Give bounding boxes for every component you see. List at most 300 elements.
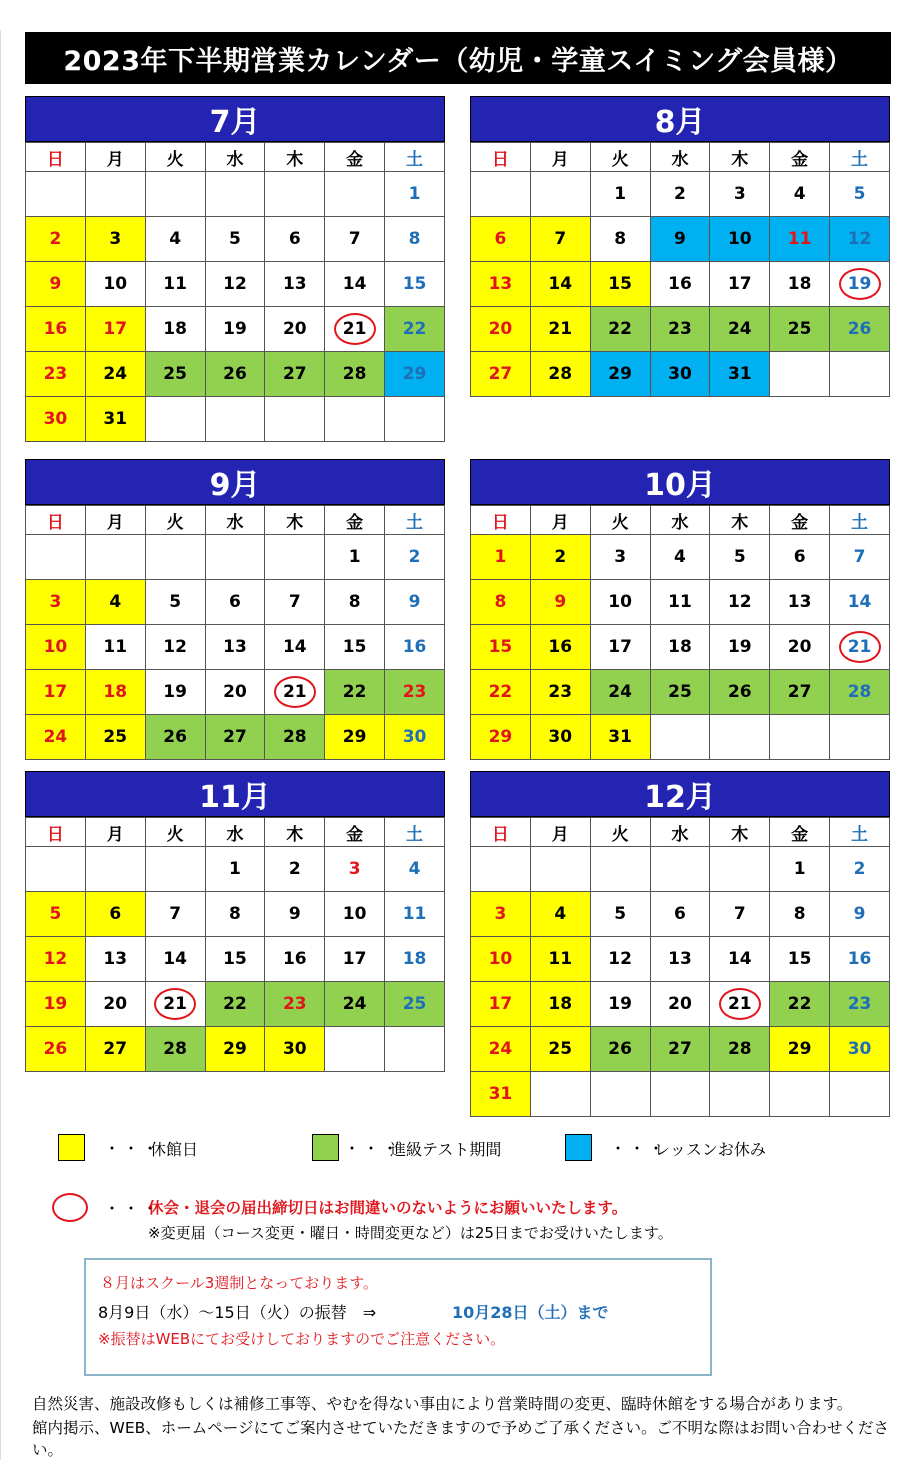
day-number: 28 (548, 364, 573, 384)
day-cell (26, 982, 86, 1027)
day-number: 12 (223, 274, 247, 294)
weekday-header: 日 (26, 818, 86, 847)
month-title: 8月 (470, 96, 890, 142)
day-number: 24 (342, 994, 367, 1014)
day-number: 31 (727, 364, 752, 384)
month-title: 9月 (25, 459, 445, 505)
weekday-header: 水 (205, 143, 265, 172)
day-number: 22 (488, 682, 513, 702)
day-cell (385, 307, 445, 352)
day-cell (710, 892, 770, 937)
day-cell (385, 982, 445, 1027)
notice-line1: ８月はスクール3週制となっております。 (100, 1274, 379, 1292)
day-cell (770, 982, 830, 1027)
weekday-header: 金 (325, 143, 385, 172)
day-number: 14 (342, 274, 367, 294)
day-number: 13 (668, 949, 692, 969)
day-number: 21 (282, 682, 307, 702)
day-cell (710, 937, 770, 982)
day-number: 2 (853, 859, 866, 879)
day-cell (385, 625, 445, 670)
day-number: 12 (847, 229, 872, 249)
empty-cell (26, 847, 86, 892)
deadline-circle-icon (839, 268, 881, 300)
day-cell (770, 172, 830, 217)
day-number: 4 (793, 184, 806, 204)
day-number: 27 (103, 1039, 128, 1059)
day-cell (830, 937, 890, 982)
empty-cell (650, 1072, 710, 1117)
day-number: 2 (554, 547, 567, 567)
month-title: 10月 (470, 459, 890, 505)
day-cell (145, 307, 205, 352)
day-number: 1 (229, 859, 241, 879)
day-number: 13 (223, 637, 247, 657)
day-cell (385, 352, 445, 397)
weekday-header: 土 (830, 143, 890, 172)
empty-cell (530, 172, 590, 217)
day-number: 19 (847, 274, 872, 294)
day-number: 20 (668, 994, 692, 1014)
day-number: 17 (608, 637, 632, 657)
day-cell (650, 982, 710, 1027)
day-number: 8 (408, 229, 421, 249)
empty-cell (325, 1027, 385, 1072)
day-cell (650, 625, 710, 670)
day-cell (385, 172, 445, 217)
day-number: 18 (163, 319, 187, 339)
day-cell (710, 625, 770, 670)
day-cell (710, 1027, 770, 1072)
day-number: 23 (548, 682, 573, 702)
empty-cell (325, 172, 385, 217)
day-number: 8 (348, 592, 361, 612)
weekday-header: 火 (145, 818, 205, 847)
empty-cell (770, 715, 830, 760)
day-number: 10 (608, 592, 632, 612)
day-number: 7 (733, 904, 746, 924)
day-cell (325, 625, 385, 670)
day-cell (830, 217, 890, 262)
day-number: 20 (223, 682, 247, 702)
day-cell (770, 625, 830, 670)
day-cell (710, 580, 770, 625)
day-number: 25 (402, 994, 427, 1014)
day-number: 3 (614, 547, 627, 567)
day-cell (385, 892, 445, 937)
day-cell (85, 892, 145, 937)
day-number: 28 (282, 727, 307, 747)
weekday-header: 日 (471, 818, 531, 847)
day-number: 16 (668, 274, 692, 294)
day-number: 8 (614, 229, 627, 249)
day-cell (530, 625, 590, 670)
day-number: 15 (342, 637, 367, 657)
day-number: 15 (787, 949, 812, 969)
day-number: 2 (288, 859, 301, 879)
day-number: 14 (163, 949, 187, 969)
empty-cell (770, 1072, 830, 1117)
day-cell (471, 1072, 531, 1117)
weekday-header: 月 (530, 143, 590, 172)
legend-test-label: 進級テスト期間 (390, 1140, 502, 1159)
day-number: 6 (109, 904, 122, 924)
day-number: 29 (342, 727, 367, 747)
day-cell (145, 892, 205, 937)
day-number: 27 (488, 364, 513, 384)
day-cell (85, 625, 145, 670)
day-cell (770, 937, 830, 982)
day-cell (265, 937, 325, 982)
day-cell (265, 580, 325, 625)
day-number: 4 (169, 229, 182, 249)
day-cell (325, 892, 385, 937)
day-cell (770, 892, 830, 937)
day-cell (205, 307, 265, 352)
day-number: 28 (163, 1039, 187, 1059)
day-cell (590, 982, 650, 1027)
day-cell (590, 1027, 650, 1072)
day-cell (325, 535, 385, 580)
day-number: 18 (668, 637, 692, 657)
day-cell (205, 262, 265, 307)
day-number: 19 (223, 319, 247, 339)
weekday-header: 土 (385, 143, 445, 172)
day-number: 6 (229, 592, 241, 612)
day-cell (85, 937, 145, 982)
day-number: 8 (494, 592, 507, 612)
day-cell (325, 307, 385, 352)
day-number: 10 (488, 949, 513, 969)
day-number: 20 (488, 319, 513, 339)
day-cell (265, 307, 325, 352)
day-number: 1 (793, 859, 806, 879)
day-cell (325, 847, 385, 892)
day-number: 25 (668, 682, 692, 702)
weekday-header: 月 (530, 818, 590, 847)
day-number: 21 (847, 637, 872, 657)
day-cell (85, 670, 145, 715)
day-cell (145, 217, 205, 262)
day-number: 9 (288, 904, 301, 924)
page-title: 2023年下半期営業カレンダー（幼児・学童スイミング会員様） (25, 32, 891, 84)
day-number: 18 (787, 274, 812, 294)
day-cell (530, 262, 590, 307)
day-cell (265, 892, 325, 937)
deadline-circle-icon (719, 988, 761, 1020)
empty-cell (650, 847, 710, 892)
day-cell (205, 1027, 265, 1072)
day-number: 26 (43, 1039, 68, 1059)
day-number: 5 (229, 229, 241, 249)
day-cell (471, 307, 531, 352)
day-number: 17 (488, 994, 513, 1014)
month-title: 12月 (470, 771, 890, 817)
day-cell (710, 982, 770, 1027)
day-number: 5 (853, 184, 866, 204)
day-cell (385, 580, 445, 625)
day-number: 29 (787, 1039, 812, 1059)
notice-line2-deadline: 10月28日（土）まで (452, 1303, 609, 1322)
notice-line2: 8月9日（水）～15日（火）の振替 ⇒ (98, 1303, 377, 1322)
day-number: 24 (608, 682, 632, 702)
day-number: 13 (282, 274, 307, 294)
day-number: 1 (614, 184, 627, 204)
day-number: 24 (103, 364, 128, 384)
day-cell (26, 352, 86, 397)
empty-cell (530, 1072, 590, 1117)
day-number: 16 (43, 319, 68, 339)
day-number: 8 (229, 904, 241, 924)
day-number: 13 (488, 274, 513, 294)
day-number: 14 (548, 274, 573, 294)
weekday-header: 火 (590, 143, 650, 172)
day-cell (205, 217, 265, 262)
day-number: 17 (43, 682, 68, 702)
day-cell (26, 397, 86, 442)
day-cell (590, 715, 650, 760)
day-cell (145, 937, 205, 982)
month-calendar (25, 96, 445, 442)
day-cell (830, 1027, 890, 1072)
day-cell (85, 397, 145, 442)
day-cell (265, 1027, 325, 1072)
empty-cell (385, 1027, 445, 1072)
day-cell (590, 307, 650, 352)
weekday-header: 金 (770, 818, 830, 847)
deadline-circle-icon (52, 1193, 88, 1222)
day-number: 19 (727, 637, 752, 657)
empty-cell (145, 172, 205, 217)
day-number: 12 (163, 637, 187, 657)
day-number: 14 (727, 949, 752, 969)
day-number: 18 (402, 949, 427, 969)
day-number: 11 (548, 949, 573, 969)
day-number: 22 (402, 319, 427, 339)
empty-cell (710, 715, 770, 760)
closed-swatch (58, 1134, 85, 1161)
day-number: 9 (674, 229, 686, 249)
day-number: 2 (674, 184, 686, 204)
day-cell (830, 262, 890, 307)
day-cell (385, 217, 445, 262)
day-cell (830, 307, 890, 352)
day-cell (650, 352, 710, 397)
day-number: 21 (548, 319, 573, 339)
day-cell (710, 217, 770, 262)
weekday-header: 土 (830, 506, 890, 535)
day-cell (530, 580, 590, 625)
day-number: 11 (163, 274, 187, 294)
day-number: 27 (223, 727, 247, 747)
deadline-circle-icon (334, 313, 376, 345)
day-cell (650, 892, 710, 937)
day-number: 16 (548, 637, 573, 657)
day-cell (325, 352, 385, 397)
day-number: 26 (608, 1039, 632, 1059)
day-number: 31 (488, 1084, 513, 1104)
day-cell (265, 625, 325, 670)
day-cell (590, 670, 650, 715)
day-number: 19 (43, 994, 68, 1014)
day-cell (385, 715, 445, 760)
day-number: 30 (43, 409, 68, 429)
day-number: 3 (733, 184, 746, 204)
day-cell (205, 625, 265, 670)
day-number: 4 (109, 592, 122, 612)
day-number: 21 (342, 319, 367, 339)
day-number: 6 (494, 229, 507, 249)
weekday-header: 火 (590, 506, 650, 535)
day-cell (650, 937, 710, 982)
day-cell (205, 937, 265, 982)
day-cell (85, 715, 145, 760)
day-cell (145, 982, 205, 1027)
day-number: 14 (282, 637, 307, 657)
day-cell (265, 670, 325, 715)
notice-box (84, 1258, 712, 1376)
day-number: 3 (109, 229, 122, 249)
weekday-header: 金 (770, 143, 830, 172)
day-cell (590, 217, 650, 262)
page-frame-line (0, 30, 1, 1460)
day-number: 5 (169, 592, 182, 612)
day-cell (26, 892, 86, 937)
day-cell (265, 352, 325, 397)
weekday-header: 月 (85, 506, 145, 535)
day-cell (205, 715, 265, 760)
day-cell (265, 847, 325, 892)
day-cell (385, 262, 445, 307)
legend-dots: ・・・ (104, 1199, 162, 1218)
deadline-circle-icon (274, 676, 316, 708)
day-number: 30 (282, 1039, 307, 1059)
day-cell (590, 892, 650, 937)
legend-closed-label: 休館日 (150, 1140, 199, 1159)
notice-line3: ※振替はWEBにてお受けしておりますのでご注意ください。 (98, 1330, 506, 1348)
empty-cell (205, 397, 265, 442)
day-cell (530, 982, 590, 1027)
empty-cell (710, 1072, 770, 1117)
day-number: 9 (49, 274, 62, 294)
weekday-header: 土 (385, 818, 445, 847)
day-cell (471, 937, 531, 982)
day-cell (26, 625, 86, 670)
weekday-header: 火 (590, 818, 650, 847)
day-cell (590, 535, 650, 580)
day-number: 8 (793, 904, 806, 924)
day-number: 7 (288, 592, 301, 612)
day-number: 9 (408, 592, 421, 612)
day-cell (650, 262, 710, 307)
day-number: 20 (103, 994, 128, 1014)
day-cell (710, 670, 770, 715)
day-number: 11 (103, 637, 128, 657)
day-number: 30 (548, 727, 573, 747)
day-number: 6 (288, 229, 301, 249)
day-number: 10 (727, 229, 752, 249)
month-title: 7月 (25, 96, 445, 142)
day-cell (325, 217, 385, 262)
legend-dots: ・・・ (104, 1139, 162, 1158)
day-cell (205, 352, 265, 397)
empty-cell (145, 535, 205, 580)
day-number: 4 (674, 547, 686, 567)
day-cell (85, 217, 145, 262)
day-number: 3 (49, 592, 62, 612)
day-number: 20 (282, 319, 307, 339)
day-number: 10 (43, 637, 68, 657)
day-number: 26 (223, 364, 247, 384)
day-cell (145, 1027, 205, 1072)
day-cell (325, 715, 385, 760)
month-calendar (25, 771, 445, 1072)
day-number: 13 (787, 592, 812, 612)
day-cell (471, 352, 531, 397)
day-cell (650, 535, 710, 580)
day-number: 1 (408, 184, 421, 204)
no-lesson-swatch (565, 1134, 592, 1161)
day-number: 11 (787, 229, 812, 249)
weekday-header: 日 (471, 506, 531, 535)
day-number: 26 (163, 727, 187, 747)
day-cell (650, 217, 710, 262)
day-cell (590, 352, 650, 397)
day-number: 16 (847, 949, 872, 969)
empty-cell (205, 172, 265, 217)
day-cell (530, 307, 590, 352)
day-cell (205, 982, 265, 1027)
day-number: 5 (49, 904, 62, 924)
day-cell (85, 982, 145, 1027)
day-number: 3 (348, 859, 361, 879)
day-number: 7 (348, 229, 361, 249)
day-cell (590, 172, 650, 217)
day-cell (770, 580, 830, 625)
day-cell (770, 535, 830, 580)
weekday-header: 木 (265, 143, 325, 172)
day-cell (26, 217, 86, 262)
legend-dots: ・・・ (344, 1139, 402, 1158)
change-note: ※変更届（コース変更・曜日・時間変更など）は25日までお受けいたします。 (148, 1224, 673, 1242)
empty-cell (471, 172, 531, 217)
deadline-circle-icon (154, 988, 196, 1020)
day-number: 12 (43, 949, 68, 969)
day-cell (710, 172, 770, 217)
day-cell (26, 670, 86, 715)
day-cell (325, 937, 385, 982)
day-number: 24 (43, 727, 68, 747)
day-cell (770, 847, 830, 892)
day-cell (471, 1027, 531, 1072)
weekday-header: 水 (650, 506, 710, 535)
day-number: 7 (853, 547, 866, 567)
empty-cell (145, 847, 205, 892)
weekday-header: 土 (385, 506, 445, 535)
day-cell (85, 307, 145, 352)
day-cell (145, 625, 205, 670)
day-cell (710, 262, 770, 307)
day-cell (145, 715, 205, 760)
day-number: 31 (608, 727, 632, 747)
weekday-header: 木 (710, 506, 770, 535)
weekday-header: 日 (471, 143, 531, 172)
day-number: 22 (342, 682, 367, 702)
day-cell (530, 670, 590, 715)
day-number: 19 (608, 994, 632, 1014)
empty-cell (85, 847, 145, 892)
day-cell (471, 217, 531, 262)
